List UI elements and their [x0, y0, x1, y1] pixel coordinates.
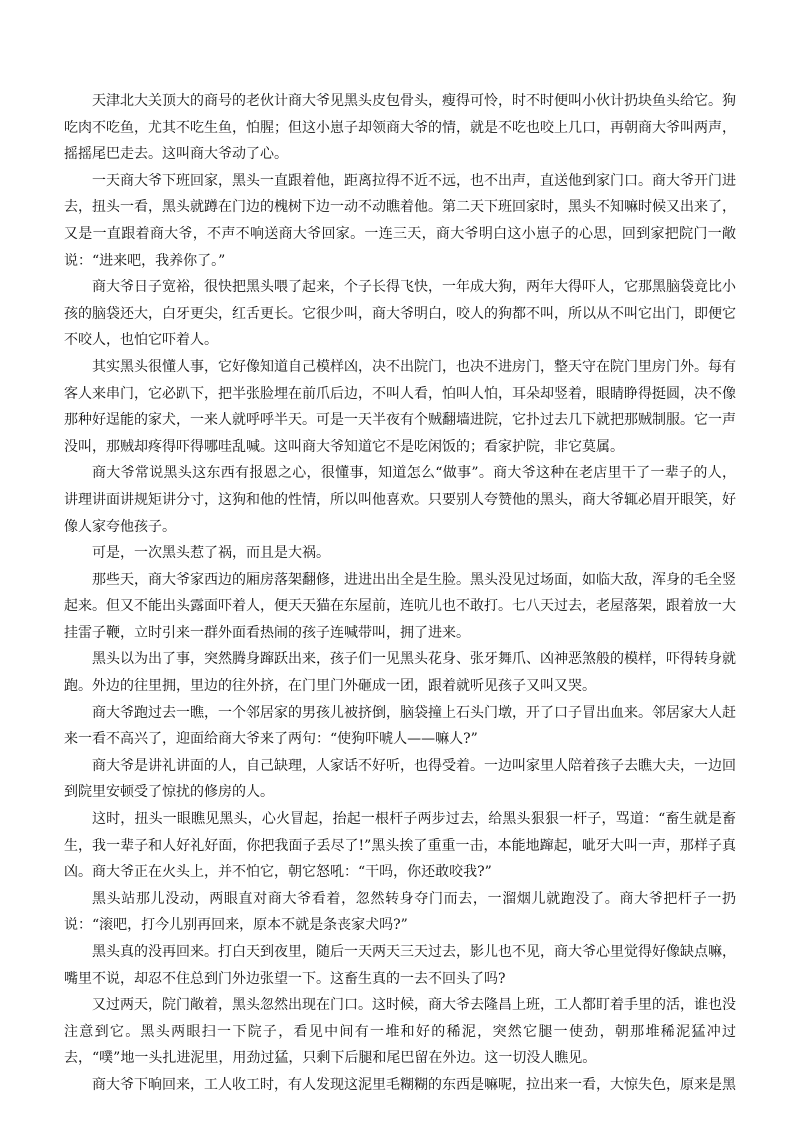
paragraph: 商大爷日子宽裕，很快把黑头喂了起来，个子长得飞快，一年成大狗，两年大得吓人，它那黑脑袋竟比小孩的脑袋还大，白牙更尖，红舌更长。它很少叫，商大爷明白，咬人的狗都不叫，所以从不叫它出门，即便它不咬人，也怕它吓着人。 — [64, 279, 736, 349]
article-body — [64, 88, 736, 1099]
paragraph: 商大爷常说黑头这东西有报恩之心，很懂事，知道怎么“做事”。商大爷这种在老店里干了一辈子的人，讲理讲面讲规矩讲分寸，这狗和他的性情，所以叫他喜欢。只要别人夸赞他的黑头，商大爷辄必眉开眼笑，好像人家夸他孩子。 — [64, 465, 736, 535]
paragraph: 那些天，商大爷家西边的厢房落架翻修，进进出出全是生脸。黑头没见过场面，如临大敌，浑身的毛全竖起来。但又不能出头露面吓着人，便天天猫在东屋前，连吭儿也不敢打。七八天过去，老屋落架，跟着放一大挂雷子鞭，立时引来一群外面看热闹的孩子连喊带叫，拥了进来。 — [64, 571, 736, 641]
paragraph: 可是，一次黑头惹了祸，而且是大祸。 — [92, 545, 330, 562]
paragraph: 一天商大爷下班回家，黑头一直跟着他，距离拉得不近不远，也不出声，直送他到家门口。商大爷开门进去，扭头一看，黑头就蹲在门边的槐树下边一动不动瞧着他。第二天下班回家时，黑头不知嘛时候又出来了，又是一直跟着商大爷，不声不响送商大爷回家。一连三天，商大爷明白这小崽子的心思，回到家把院门一敞说：“进来吧，我养你了。” — [64, 172, 736, 269]
paragraph: 其实黑头很懂人事，它好像知道自己模样凶，决不出院门，也决不进房门，整天守在院门里房门外。每有客人来串门，它必趴下，把半张脸埋在前爪后边，不叫人看，怕叫人怕，耳朵却竖着，眼睛睁得挺圆，决不像那种好逞能的家犬，一来人就呼呼半天。可是一天半夜有个贼翻墙进院，它扑过去几下就把那贼制服。它一声没叫，那贼却疼得吓得哪哇乱喊。这叫商大爷知道它不是吃闲饭的；看家护院，非它莫属。 — [64, 358, 736, 455]
paragraph: 商大爷是讲礼讲面的人，自己缺理，人家话不好听，也得受着。一边叫家里人陪着孩子去瞧大夫，一边回到院里安顿受了惊扰的修房的人。 — [64, 757, 736, 801]
paragraph: 黑头真的没再回来。打白天到夜里，随后一天两天三天过去，影儿也不见，商大爷心里觉得好像缺点嘛，嘴里不说，却忍不住总到门外边张望一下。这畜生真的一去不回头了吗? — [64, 944, 736, 987]
paragraph: 这时，扭头一眼瞧见黑头，心火冒起，抬起一根杆子两步过去，给黑头狠狠一杆子，骂道：“畜生就是畜生，我一辈子和人好礼好面，你把我面子丢尽了!”黑头挨了重重一击，本能地蹿起，呲牙大叫一声，那样子真凶。商大爷正在火头上，并不怕它，朝它怒吼：“干吗，你还敢咬我?” — [64, 811, 736, 881]
paragraph: 天津北大关顶大的商号的老伙计商大爷见黑头皮包骨头，瘦得可怜，时不时便叫小伙计扔块鱼头给它。狗吃肉不吃鱼，尤其不吃生鱼，怕腥；但这小崽子却领商大爷的情，就是不吃也咬上几口，再朝商大爷叫两声，摇摇尾巴走去。这叫商大爷动了心。 — [64, 93, 736, 163]
paragraph: 黑头站那儿没动，两眼直对商大爷看着，忽然转身夺门而去，一溜烟儿就跑没了。商大爷把杆子一扔说：“滚吧，打今儿别再回来，原本不就是条丧家犬吗?” — [64, 890, 736, 934]
paragraph: 商大爷下晌回来，工人收工时，有人发现这泥里毛糊糊的东西是嘛呢，拉出来一看，大惊失色，原来是黑 — [92, 1076, 736, 1093]
paragraph: 又过两天，院门敞着，黑头忽然出现在门口。这时候，商大爷去隆昌上班，工人都盯着手里的活，谁也没注意到它。黑头两眼扫一下院子，看见中间有一堆和好的稀泥，突然它腿一使劲，朝那堆稀泥猛冲过去，“噗”地一头扎进泥里，用劲过猛，只剩下后腿和尾巴留在外边。这一切没人瞧见。 — [64, 997, 736, 1067]
paragraph: 商大爷跑过去一瞧，一个邻居家的男孩儿被挤倒，脑袋撞上石头门墩，开了口子冒出血来。邻居家大人赶来一看不高兴了，迎面给商大爷来了两句：“使狗吓唬人——嘛人?” — [64, 704, 736, 748]
paragraph: 黑头以为出了事，突然腾身蹿跃出来，孩子们一见黑头花身、张牙舞爪、凶神恶煞般的模样，吓得转身就跑。外边的往里拥，里边的往外挤，在门里门外砸成一团，跟着就听见孩子又叫又哭。 — [64, 651, 736, 695]
